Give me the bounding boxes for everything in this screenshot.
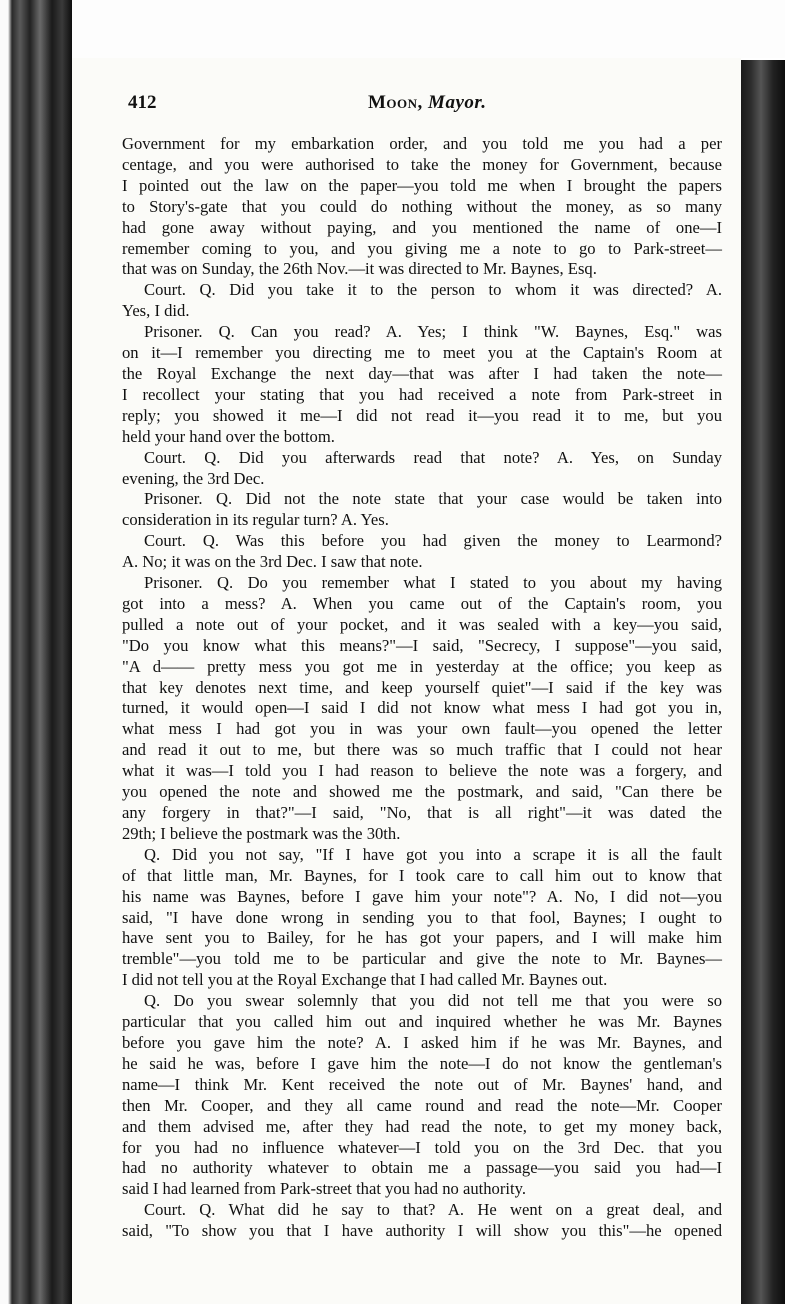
book-binding-right	[741, 60, 785, 1304]
text-line: Yes, I did.	[122, 301, 190, 321]
text-line: said I had learned from Park-street that you had no authority.	[122, 1179, 526, 1199]
text-line: on it—I remember you directing me to meet you at the Captain's Room at	[122, 343, 722, 363]
text-line: you opened the note and showed me the postmark, and said, "Can there be	[122, 782, 722, 802]
text-line: Prisoner. Q. Did not the note state that your case would be taken into	[144, 489, 722, 509]
text-line: Q. Did you not say, "If I have got you into a scrape it is all the fault	[144, 844, 722, 864]
text-line: before you gave him the note? A. I asked him if he was Mr. Baynes, and	[122, 1032, 722, 1052]
text-line: name—I think Mr. Kent received the note out of Mr. Baynes' hand, and	[122, 1074, 722, 1094]
text-line: the Royal Exchange the next day—that was after I had taken the note—	[122, 363, 722, 383]
text-line: Prisoner. Q. Do you remember what I stated to you about my having	[144, 573, 722, 593]
body-text	[122, 134, 722, 1242]
text-line: particular that you called him out and inquired whether he was Mr. Baynes	[122, 1012, 722, 1032]
book-binding-left	[0, 0, 72, 1304]
text-line: Court. Q. Did you take it to the person to whom it was directed? A.	[144, 280, 722, 300]
text-line: pulled a note out of your pocket, and it was sealed with a key—you said,	[122, 614, 722, 634]
text-line: for you had no influence whatever—I told you on the 3rd Dec. that you	[122, 1137, 722, 1157]
text-line: "Do you know what this means?"—I said, "Secrecy, I suppose"—you said,	[122, 635, 722, 655]
text-line: Court. Q. What did he say to that? A. He went on a great deal, and	[144, 1200, 722, 1220]
text-line: A. No; it was on the 3rd Dec. I saw that note.	[122, 552, 423, 572]
text-line: Q. Do you swear solemnly that you did not tell me that you were so	[144, 991, 722, 1011]
text-line: to Story's-gate that you could do nothing without the money, as so many	[122, 196, 722, 216]
text-line: said, "I have done wrong in sending you to that fool, Baynes; I ought to	[122, 907, 722, 927]
text-line: "A d—— pretty mess you got me in yesterday at the office; you keep as	[122, 656, 722, 676]
title-role: Mayor.	[428, 92, 487, 113]
text-line: his name was Baynes, before I gave him your note"? A. No, I did not—you	[122, 886, 722, 906]
text-line: have sent you to Bailey, for he has got your papers, and I will make him	[122, 928, 722, 948]
text-line: and read it out to me, but there was so much traffic that I could not hear	[122, 740, 722, 760]
text-line: and them advised me, after they had read the note, to get my money back,	[122, 1116, 722, 1136]
text-line: had gone away without paying, and you mentioned the name of one—I	[122, 217, 722, 237]
text-line: remember coming to you, and you giving me a note to go to Park-street—	[122, 238, 722, 258]
text-line: that key denotes next time, and keep yourself quiet"—I said if the key was	[122, 677, 722, 697]
text-line: Prisoner. Q. Can you read? A. Yes; I think "W. Baynes, Esq." was	[144, 322, 722, 342]
page-title	[368, 92, 486, 114]
title-name: Moon,	[368, 92, 423, 113]
text-line: consideration in its regular turn? A. Yes.	[122, 510, 389, 530]
text-line: evening, the 3rd Dec.	[122, 468, 265, 488]
text-line: any forgery in that?"—I said, "No, that is all right"—it was dated the	[122, 803, 722, 822]
text-line: reply; you showed it me—I did not read it—you read it to me, but you	[122, 405, 722, 425]
text-line: turned, it would open—I said I did not know what mess I had got you in,	[122, 698, 722, 718]
text-line: Court. Q. Did you afterwards read that note? A. Yes, on Sunday	[144, 447, 722, 467]
text-line: I pointed out the law on the paper—you told me when I brought the papers	[122, 175, 722, 195]
page-number: 412	[128, 92, 157, 113]
text-line: what mess I had got you in was your own fault—you opened the letter	[122, 719, 722, 739]
text-line: I recollect your stating that you had received a note from Park-street in	[122, 384, 722, 404]
text-line: then Mr. Cooper, and they all came round and read the note—Mr. Cooper	[122, 1095, 722, 1115]
text-line: tremble"—you told me to be particular and give the note to Mr. Baynes—	[122, 949, 722, 969]
running-head	[128, 92, 688, 118]
text-line: got into a mess? A. When you came out of the Captain's room, you	[122, 593, 722, 613]
text-line: held your hand over the bottom.	[122, 426, 335, 446]
text-line: that was on Sunday, the 26th Nov.—it was directed to Mr. Baynes, Esq.	[122, 259, 597, 279]
text-line: of that little man, Mr. Baynes, for I took care to call him out to know that	[122, 865, 722, 885]
book-page	[72, 58, 741, 1304]
text-line: Government for my embarkation order, and you told me you had a per	[122, 134, 722, 153]
text-line: I did not tell you at the Royal Exchange that I had called Mr. Baynes out.	[122, 970, 608, 990]
text-line: had no authority whatever to obtain me a passage—you said you had—I	[122, 1158, 722, 1178]
text-line: he said he was, before I gave him the note—I do not know the gentleman's	[122, 1053, 722, 1073]
text-line: 29th; I believe the postmark was the 30th.	[122, 823, 401, 843]
text-line: Court. Q. Was this before you had given the money to Learmond?	[144, 531, 722, 551]
text-line: what it was—I told you I had reason to believe the note was a forgery, and	[122, 761, 722, 781]
text-line: said, "To show you that I have authority I will show you this"—he opened	[122, 1221, 722, 1241]
text-line: centage, and you were authorised to take the money for Government, because	[122, 154, 722, 174]
page-top-margin	[72, 0, 785, 58]
